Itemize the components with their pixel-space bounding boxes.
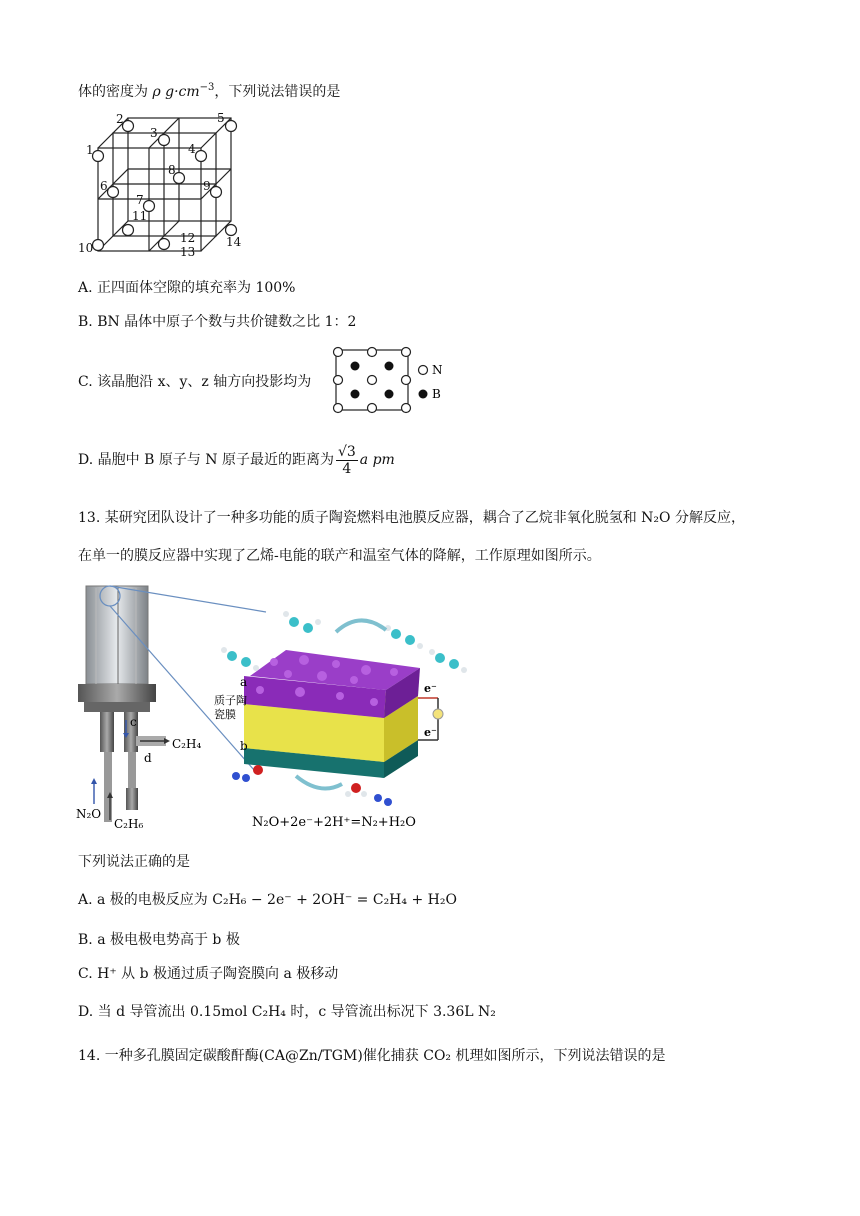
q13-stem-line1: 13. 某研究团队设计了一种多功能的质子陶瓷燃料电池膜反应器，耦合了乙烷非氧化脱氢和 N₂O 分解反应， [78, 510, 745, 526]
n2-molecule-icon [374, 794, 392, 806]
reactor-figure [74, 580, 494, 836]
label-c2h4: C₂H₄ [172, 737, 202, 751]
q12-stem-suffix: ，下列说法错误的是 [214, 84, 341, 100]
label-c: c [130, 715, 137, 729]
q13-stem-line2: 在单一的膜反应器中实现了乙烯-电能的联产和温室气体的降解，工作原理如图所示。 [78, 548, 601, 564]
lattice-label: 14 [226, 235, 242, 249]
projection-figure [326, 344, 466, 416]
q12-option-a: A. 正四面体空隙的填充率为 100% [78, 280, 296, 296]
h2o-molecule-icon [345, 783, 367, 797]
q13-option-d: D. 当 d 导管流出 0.15mol C₂H₄ 时，c 导管流出标况下 3.36L N₂ [78, 1004, 496, 1020]
label-n2o: N₂O [76, 807, 102, 821]
q13-option-b: B. a 极电极电势高于 b 极 [78, 932, 240, 948]
lattice-label: 4 [188, 142, 196, 156]
lattice-label: 6 [100, 179, 108, 193]
reaction-equation: N₂O+2e⁻+2H⁺=N₂+H₂O [252, 815, 416, 830]
membrane-label-line1: 质子陶 [214, 694, 247, 707]
lattice-label: 12 [180, 231, 196, 245]
lattice-label: 3 [150, 126, 158, 140]
electron-label-bottom: e⁻ [424, 726, 437, 739]
q12-option-c: C. 该晶胞沿 x、y、z 轴方向投影均为 [78, 374, 312, 390]
legend-b-label: B [432, 387, 441, 401]
lattice-label: 11 [132, 209, 148, 223]
lattice-label: 10 [78, 241, 94, 255]
q12-density-unit: ρ g·cm [152, 84, 200, 100]
lattice-label: 2 [116, 112, 124, 126]
fraction-numerator: √3 [337, 443, 356, 460]
lattice-label: 5 [217, 111, 225, 125]
q12-density-exp: −3 [199, 82, 215, 93]
q12-stem-prefix: 体的密度为 [78, 84, 148, 100]
q12-option-d-prefix: D. 晶胞中 B 原子与 N 原子最近的距离为 [78, 452, 334, 468]
label-a: a [240, 675, 248, 689]
q14-stem: 14. 一种多孔膜固定碳酸酐酶(CA@Zn/TGM)催化捕获 CO₂ 机理如图所示，下列说法错误的是 [78, 1048, 666, 1064]
lattice-label: 1 [86, 143, 94, 157]
label-d: d [144, 751, 152, 765]
q13-prompt: 下列说法正确的是 [78, 854, 190, 870]
q12-option-d-suffix: a pm [359, 452, 395, 468]
lattice-label: 9 [203, 179, 211, 193]
q12-option-d [78, 440, 395, 480]
lattice-label: 8 [168, 163, 176, 177]
sqrt3-over-4 [336, 444, 358, 477]
lattice-label: 13 [180, 245, 196, 259]
q12-option-b: B. BN 晶体中原子个数与共价键数之比 1：2 [78, 314, 357, 330]
lattice-figure [76, 108, 256, 260]
q12-stem [78, 78, 340, 102]
label-b: b [240, 739, 248, 753]
q13-option-c: C. H⁺ 从 b 极通过质子陶瓷膜向 a 极移动 [78, 966, 339, 982]
n2o-molecule-icon [232, 765, 263, 782]
q13-option-a: A. a 极的电极反应为 C₂H₆ − 2e⁻ + 2OH⁻ = C₂H₄ + H₂O [78, 892, 457, 908]
membrane-label-line2: 瓷膜 [214, 708, 236, 721]
electron-label-top: e⁻ [424, 682, 437, 695]
fraction-denominator: 4 [342, 460, 352, 477]
lattice-label: 7 [136, 193, 144, 207]
label-c2h6: C₂H₆ [114, 817, 144, 831]
legend-n-label: N [432, 363, 443, 377]
